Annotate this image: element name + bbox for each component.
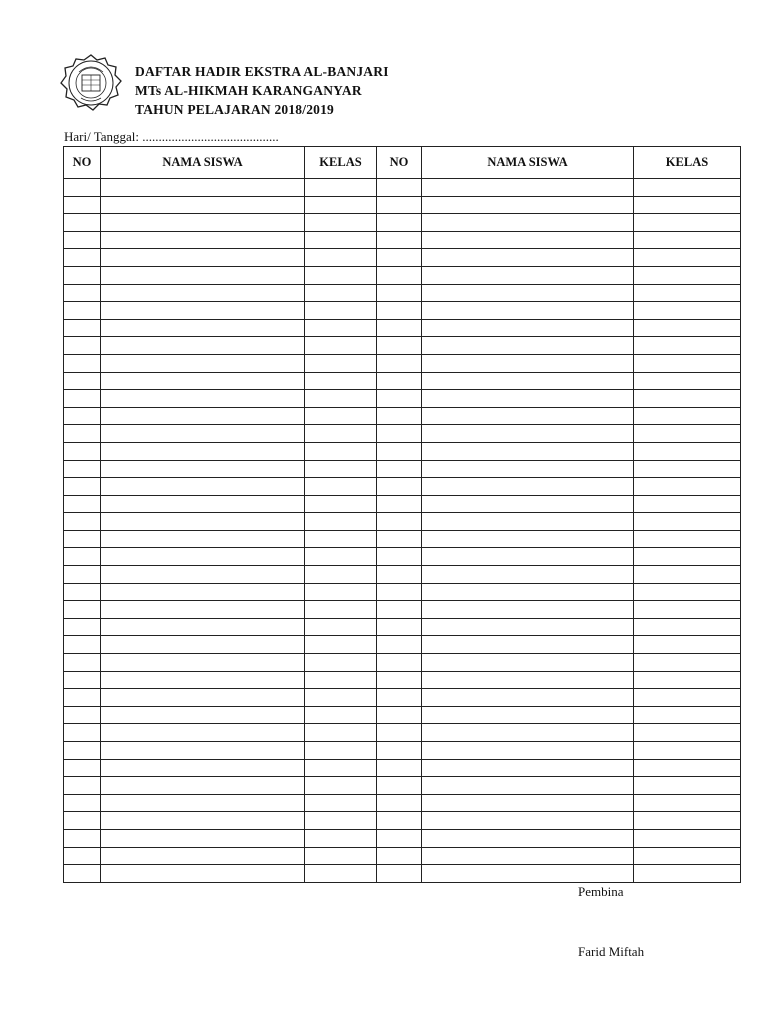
cell-name-right[interactable]	[422, 319, 634, 337]
cell-name-left[interactable]	[101, 759, 305, 777]
cell-class-right[interactable]	[634, 354, 741, 372]
cell-name-left[interactable]	[101, 460, 305, 478]
cell-no-right[interactable]	[377, 618, 422, 636]
cell-class-right[interactable]	[634, 442, 741, 460]
attendance-table	[63, 146, 741, 883]
cell-class-right[interactable]	[634, 530, 741, 548]
cell-class-left[interactable]	[305, 530, 377, 548]
cell-no-left[interactable]	[64, 284, 101, 302]
cell-class-left[interactable]	[305, 390, 377, 408]
cell-class-left[interactable]	[305, 759, 377, 777]
cell-class-left[interactable]	[305, 618, 377, 636]
cell-name-left[interactable]	[101, 196, 305, 214]
cell-class-left[interactable]	[305, 266, 377, 284]
cell-no-left[interactable]	[64, 390, 101, 408]
table-row	[64, 812, 741, 830]
table-row	[64, 372, 741, 390]
cell-class-right[interactable]	[634, 759, 741, 777]
cell-class-right[interactable]	[634, 583, 741, 601]
cell-name-left[interactable]	[101, 829, 305, 847]
cell-class-right[interactable]	[634, 284, 741, 302]
cell-no-left[interactable]	[64, 214, 101, 232]
cell-class-right[interactable]	[634, 372, 741, 390]
cell-no-right[interactable]	[377, 759, 422, 777]
cell-no-right[interactable]	[377, 742, 422, 760]
cell-class-left[interactable]	[305, 566, 377, 584]
cell-class-right[interactable]	[634, 724, 741, 742]
cell-class-right[interactable]	[634, 513, 741, 531]
cell-no-right[interactable]	[377, 442, 422, 460]
cell-no-left[interactable]	[64, 495, 101, 513]
column-header-class-left: KELAS	[305, 147, 377, 179]
cell-no-right[interactable]	[377, 390, 422, 408]
cell-name-right[interactable]	[422, 337, 634, 355]
cell-no-right[interactable]	[377, 812, 422, 830]
cell-class-left[interactable]	[305, 777, 377, 795]
cell-name-left[interactable]	[101, 636, 305, 654]
cell-no-left[interactable]	[64, 319, 101, 337]
cell-name-right[interactable]	[422, 812, 634, 830]
cell-name-right[interactable]	[422, 302, 634, 320]
cell-class-right[interactable]	[634, 214, 741, 232]
cell-class-right[interactable]	[634, 865, 741, 883]
cell-name-left[interactable]	[101, 812, 305, 830]
cell-no-right[interactable]	[377, 354, 422, 372]
cell-name-right[interactable]	[422, 214, 634, 232]
cell-class-left[interactable]	[305, 249, 377, 267]
cell-class-left[interactable]	[305, 829, 377, 847]
cell-name-right[interactable]	[422, 706, 634, 724]
document-header	[135, 62, 389, 119]
table-row	[64, 302, 741, 320]
cell-class-right[interactable]	[634, 266, 741, 284]
table-row	[64, 794, 741, 812]
cell-no-left[interactable]	[64, 759, 101, 777]
cell-name-left[interactable]	[101, 284, 305, 302]
cell-class-left[interactable]	[305, 847, 377, 865]
cell-name-right[interactable]	[422, 354, 634, 372]
cell-name-left[interactable]	[101, 407, 305, 425]
cell-name-left[interactable]	[101, 530, 305, 548]
cell-no-right[interactable]	[377, 284, 422, 302]
cell-no-left[interactable]	[64, 407, 101, 425]
cell-no-left[interactable]	[64, 513, 101, 531]
column-header-no-left: NO	[64, 147, 101, 179]
cell-name-right[interactable]	[422, 179, 634, 197]
signer-role: Pembina	[578, 884, 624, 899]
cell-name-left[interactable]	[101, 390, 305, 408]
table-row	[64, 742, 741, 760]
cell-no-left[interactable]	[64, 706, 101, 724]
cell-class-right[interactable]	[634, 706, 741, 724]
cell-no-left[interactable]	[64, 231, 101, 249]
table-row	[64, 442, 741, 460]
cell-no-right[interactable]	[377, 671, 422, 689]
table-row	[64, 724, 741, 742]
cell-class-right[interactable]	[634, 302, 741, 320]
cell-no-right[interactable]	[377, 337, 422, 355]
cell-name-right[interactable]	[422, 759, 634, 777]
table-row	[64, 390, 741, 408]
cell-name-right[interactable]	[422, 777, 634, 795]
table-row	[64, 495, 741, 513]
cell-class-left[interactable]	[305, 865, 377, 883]
school-name: MTs AL-HIKMAH KARANGANYAR	[135, 83, 362, 98]
cell-no-left[interactable]	[64, 618, 101, 636]
cell-no-right[interactable]	[377, 566, 422, 584]
table-row	[64, 196, 741, 214]
cell-class-left[interactable]	[305, 478, 377, 496]
cell-class-right[interactable]	[634, 495, 741, 513]
cell-name-right[interactable]	[422, 829, 634, 847]
cell-name-left[interactable]	[101, 266, 305, 284]
table-row	[64, 231, 741, 249]
cell-class-left[interactable]	[305, 231, 377, 249]
cell-name-right[interactable]	[422, 266, 634, 284]
cell-name-left[interactable]	[101, 618, 305, 636]
cell-class-right[interactable]	[634, 478, 741, 496]
cell-class-left[interactable]	[305, 196, 377, 214]
cell-no-right[interactable]	[377, 636, 422, 654]
cell-no-left[interactable]	[64, 249, 101, 267]
cell-class-right[interactable]	[634, 671, 741, 689]
cell-no-left[interactable]	[64, 865, 101, 883]
cell-name-right[interactable]	[422, 249, 634, 267]
column-header-name-left: NAMA SISWA	[101, 147, 305, 179]
cell-name-left[interactable]	[101, 566, 305, 584]
cell-name-left[interactable]	[101, 354, 305, 372]
cell-no-right[interactable]	[377, 266, 422, 284]
cell-name-right[interactable]	[422, 196, 634, 214]
table-row	[64, 706, 741, 724]
cell-name-right[interactable]	[422, 601, 634, 619]
cell-name-right[interactable]	[422, 284, 634, 302]
cell-no-right[interactable]	[377, 777, 422, 795]
table-body	[64, 179, 741, 883]
cell-class-left[interactable]	[305, 425, 377, 443]
cell-no-left[interactable]	[64, 337, 101, 355]
table-row	[64, 636, 741, 654]
cell-name-right[interactable]	[422, 390, 634, 408]
cell-no-right[interactable]	[377, 724, 422, 742]
cell-no-left[interactable]	[64, 460, 101, 478]
cell-no-right[interactable]	[377, 847, 422, 865]
cell-class-left[interactable]	[305, 671, 377, 689]
cell-class-right[interactable]	[634, 425, 741, 443]
cell-class-left[interactable]	[305, 724, 377, 742]
cell-no-left[interactable]	[64, 601, 101, 619]
cell-name-left[interactable]	[101, 442, 305, 460]
cell-name-right[interactable]	[422, 794, 634, 812]
cell-class-right[interactable]	[634, 231, 741, 249]
cell-name-left[interactable]	[101, 742, 305, 760]
cell-no-left[interactable]	[64, 302, 101, 320]
table-row	[64, 583, 741, 601]
table-row	[64, 179, 741, 197]
cell-name-right[interactable]	[422, 566, 634, 584]
cell-name-right[interactable]	[422, 442, 634, 460]
cell-no-left[interactable]	[64, 636, 101, 654]
cell-no-right[interactable]	[377, 865, 422, 883]
cell-name-right[interactable]	[422, 548, 634, 566]
table-row	[64, 249, 741, 267]
cell-name-right[interactable]	[422, 407, 634, 425]
cell-name-right[interactable]	[422, 847, 634, 865]
document-title: DAFTAR HADIR EKSTRA AL-BANJARI	[135, 64, 389, 79]
cell-class-right[interactable]	[634, 829, 741, 847]
cell-no-right[interactable]	[377, 179, 422, 197]
cell-name-left[interactable]	[101, 847, 305, 865]
table-row	[64, 759, 741, 777]
cell-name-right[interactable]	[422, 671, 634, 689]
cell-class-left[interactable]	[305, 513, 377, 531]
cell-name-left[interactable]	[101, 548, 305, 566]
table-row	[64, 354, 741, 372]
cell-class-left[interactable]	[305, 654, 377, 672]
cell-no-right[interactable]	[377, 829, 422, 847]
cell-class-right[interactable]	[634, 601, 741, 619]
table-row	[64, 829, 741, 847]
cell-class-left[interactable]	[305, 636, 377, 654]
cell-no-left[interactable]	[64, 354, 101, 372]
cell-class-left[interactable]	[305, 460, 377, 478]
cell-name-left[interactable]	[101, 777, 305, 795]
table-row	[64, 214, 741, 232]
cell-name-left[interactable]	[101, 302, 305, 320]
cell-no-left[interactable]	[64, 847, 101, 865]
cell-no-left[interactable]	[64, 742, 101, 760]
cell-class-right[interactable]	[634, 812, 741, 830]
cell-name-right[interactable]	[422, 724, 634, 742]
cell-class-left[interactable]	[305, 548, 377, 566]
cell-no-left[interactable]	[64, 425, 101, 443]
cell-name-right[interactable]	[422, 460, 634, 478]
cell-name-left[interactable]	[101, 689, 305, 707]
cell-no-right[interactable]	[377, 231, 422, 249]
cell-no-right[interactable]	[377, 601, 422, 619]
cell-name-right[interactable]	[422, 372, 634, 390]
cell-class-left[interactable]	[305, 583, 377, 601]
cell-no-right[interactable]	[377, 407, 422, 425]
table-row	[64, 319, 741, 337]
cell-no-right[interactable]	[377, 530, 422, 548]
cell-no-left[interactable]	[64, 179, 101, 197]
cell-name-left[interactable]	[101, 654, 305, 672]
cell-name-right[interactable]	[422, 495, 634, 513]
cell-class-left[interactable]	[305, 284, 377, 302]
cell-name-left[interactable]	[101, 583, 305, 601]
cell-no-left[interactable]	[64, 654, 101, 672]
cell-name-right[interactable]	[422, 478, 634, 496]
cell-no-right[interactable]	[377, 319, 422, 337]
cell-class-left[interactable]	[305, 495, 377, 513]
cell-name-right[interactable]	[422, 742, 634, 760]
cell-name-left[interactable]	[101, 249, 305, 267]
cell-no-right[interactable]	[377, 583, 422, 601]
cell-name-right[interactable]	[422, 654, 634, 672]
table-row	[64, 777, 741, 795]
column-header-no-right: NO	[377, 147, 422, 179]
cell-no-right[interactable]	[377, 214, 422, 232]
school-crest-icon	[59, 54, 123, 112]
table-row	[64, 671, 741, 689]
cell-class-right[interactable]	[634, 689, 741, 707]
cell-class-right[interactable]	[634, 407, 741, 425]
cell-class-right[interactable]	[634, 179, 741, 197]
cell-no-right[interactable]	[377, 794, 422, 812]
cell-name-left[interactable]	[101, 865, 305, 883]
cell-class-left[interactable]	[305, 794, 377, 812]
cell-no-left[interactable]	[64, 794, 101, 812]
cell-name-left[interactable]	[101, 337, 305, 355]
cell-name-left[interactable]	[101, 319, 305, 337]
cell-name-left[interactable]	[101, 214, 305, 232]
cell-no-left[interactable]	[64, 530, 101, 548]
cell-class-left[interactable]	[305, 442, 377, 460]
signer-name: Farid Miftah	[578, 944, 645, 959]
table-row	[64, 689, 741, 707]
table-row	[64, 566, 741, 584]
cell-name-right[interactable]	[422, 865, 634, 883]
table-row	[64, 548, 741, 566]
cell-name-left[interactable]	[101, 724, 305, 742]
cell-class-left[interactable]	[305, 372, 377, 390]
table-row	[64, 407, 741, 425]
table-row	[64, 478, 741, 496]
column-header-name-right: NAMA SISWA	[422, 147, 634, 179]
cell-name-right[interactable]	[422, 583, 634, 601]
cell-class-left[interactable]	[305, 407, 377, 425]
cell-no-right[interactable]	[377, 654, 422, 672]
cell-class-right[interactable]	[634, 847, 741, 865]
cell-class-right[interactable]	[634, 249, 741, 267]
table-header-row	[64, 147, 741, 179]
cell-class-right[interactable]	[634, 794, 741, 812]
cell-name-left[interactable]	[101, 179, 305, 197]
cell-class-right[interactable]	[634, 337, 741, 355]
cell-name-left[interactable]	[101, 706, 305, 724]
cell-no-left[interactable]	[64, 566, 101, 584]
cell-class-left[interactable]	[305, 337, 377, 355]
cell-class-left[interactable]	[305, 689, 377, 707]
cell-no-right[interactable]	[377, 548, 422, 566]
table-row	[64, 530, 741, 548]
table-row	[64, 865, 741, 883]
cell-class-left[interactable]	[305, 742, 377, 760]
column-header-class-right: KELAS	[634, 147, 741, 179]
cell-name-right[interactable]	[422, 689, 634, 707]
cell-class-right[interactable]	[634, 196, 741, 214]
cell-class-right[interactable]	[634, 390, 741, 408]
cell-no-left[interactable]	[64, 724, 101, 742]
cell-no-right[interactable]	[377, 495, 422, 513]
table-row	[64, 513, 741, 531]
cell-class-right[interactable]	[634, 742, 741, 760]
cell-name-left[interactable]	[101, 231, 305, 249]
cell-no-left[interactable]	[64, 583, 101, 601]
cell-no-left[interactable]	[64, 671, 101, 689]
table-row	[64, 460, 741, 478]
cell-class-right[interactable]	[634, 618, 741, 636]
cell-class-right[interactable]	[634, 548, 741, 566]
cell-name-right[interactable]	[422, 425, 634, 443]
cell-no-right[interactable]	[377, 302, 422, 320]
table-row	[64, 601, 741, 619]
cell-no-left[interactable]	[64, 689, 101, 707]
academic-year: TAHUN PELAJARAN 2018/2019	[135, 102, 335, 117]
cell-name-left[interactable]	[101, 372, 305, 390]
cell-class-left[interactable]	[305, 179, 377, 197]
cell-name-right[interactable]	[422, 530, 634, 548]
table-row	[64, 847, 741, 865]
cell-no-left[interactable]	[64, 777, 101, 795]
cell-name-right[interactable]	[422, 618, 634, 636]
table-row	[64, 337, 741, 355]
cell-no-right[interactable]	[377, 372, 422, 390]
cell-name-left[interactable]	[101, 794, 305, 812]
cell-class-right[interactable]	[634, 777, 741, 795]
cell-class-right[interactable]	[634, 654, 741, 672]
cell-name-left[interactable]	[101, 513, 305, 531]
cell-no-left[interactable]	[64, 266, 101, 284]
cell-name-right[interactable]	[422, 231, 634, 249]
cell-no-left[interactable]	[64, 548, 101, 566]
table-row	[64, 654, 741, 672]
cell-name-right[interactable]	[422, 513, 634, 531]
cell-class-left[interactable]	[305, 601, 377, 619]
cell-no-right[interactable]	[377, 249, 422, 267]
cell-class-left[interactable]	[305, 214, 377, 232]
cell-name-left[interactable]	[101, 601, 305, 619]
cell-no-left[interactable]	[64, 829, 101, 847]
cell-no-left[interactable]	[64, 812, 101, 830]
cell-class-left[interactable]	[305, 302, 377, 320]
table-row	[64, 425, 741, 443]
cell-no-right[interactable]	[377, 460, 422, 478]
cell-class-left[interactable]	[305, 706, 377, 724]
cell-class-left[interactable]	[305, 812, 377, 830]
cell-no-left[interactable]	[64, 442, 101, 460]
cell-name-left[interactable]	[101, 495, 305, 513]
cell-class-right[interactable]	[634, 566, 741, 584]
cell-class-left[interactable]	[305, 319, 377, 337]
cell-no-right[interactable]	[377, 478, 422, 496]
cell-name-left[interactable]	[101, 671, 305, 689]
cell-no-left[interactable]	[64, 196, 101, 214]
cell-no-right[interactable]	[377, 689, 422, 707]
cell-class-left[interactable]	[305, 354, 377, 372]
cell-name-right[interactable]	[422, 636, 634, 654]
table-row	[64, 266, 741, 284]
cell-no-right[interactable]	[377, 196, 422, 214]
cell-no-left[interactable]	[64, 478, 101, 496]
cell-no-right[interactable]	[377, 706, 422, 724]
date-field: Hari/ Tanggal: ..........................................	[64, 129, 279, 144]
cell-no-right[interactable]	[377, 425, 422, 443]
cell-no-left[interactable]	[64, 372, 101, 390]
table-row	[64, 618, 741, 636]
cell-class-right[interactable]	[634, 319, 741, 337]
cell-class-right[interactable]	[634, 636, 741, 654]
cell-no-right[interactable]	[377, 513, 422, 531]
table-row	[64, 284, 741, 302]
cell-name-left[interactable]	[101, 425, 305, 443]
cell-name-left[interactable]	[101, 478, 305, 496]
cell-class-right[interactable]	[634, 460, 741, 478]
